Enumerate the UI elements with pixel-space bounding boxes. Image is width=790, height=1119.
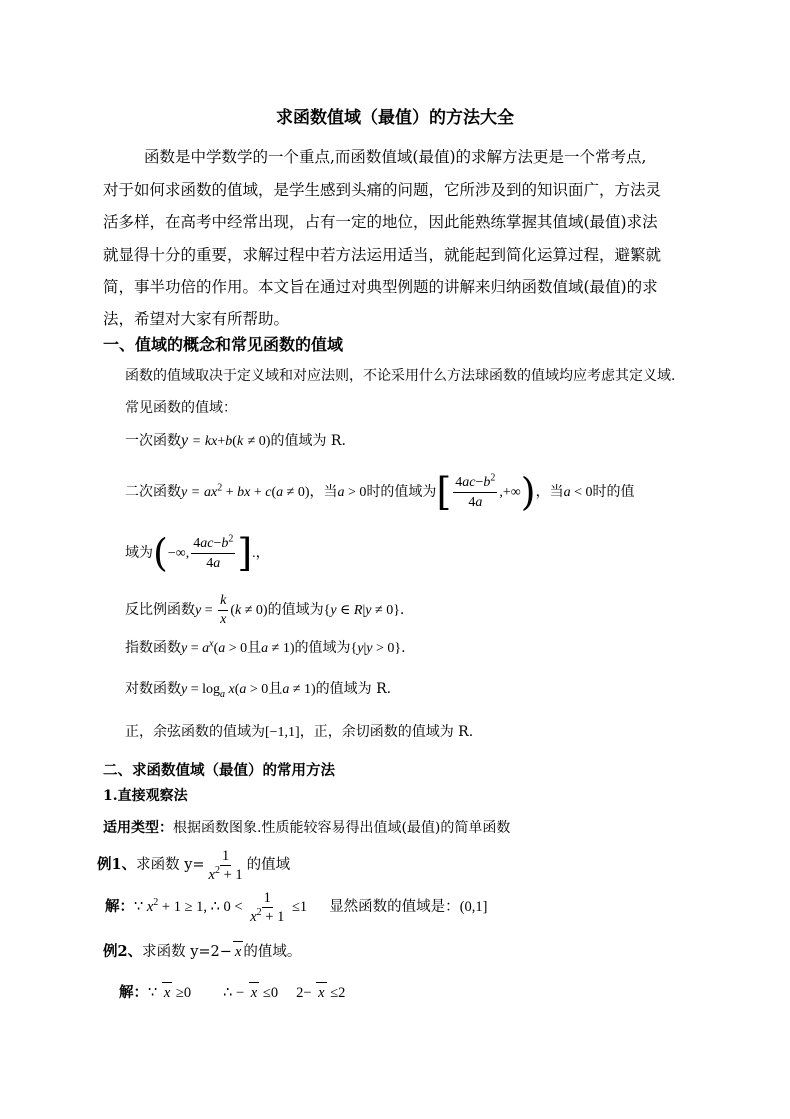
intro-line: 就显得十分的重要，求解过程中若方法运用适当，就能起到简化运算过程，避繁就 (103, 246, 662, 264)
solution-1: 解：∵ $x^2 + 1 \ge 1$, ∴ 0 < $\frac{1}{x^2 + 1}$ ≤1 显然函数的值域是：(0,1] (105, 889, 488, 925)
formula: y (181, 432, 189, 449)
text: 的值域为 R. (270, 433, 346, 449)
text: 求函数 y= (136, 857, 205, 873)
logarithm-function-line: 对数函数$y = \log_a x(a > 0$且a ≠ 1)的值域为 R. (125, 681, 392, 700)
section-2-heading: 二、求函数值域（最值）的常用方法 (103, 762, 335, 779)
quadratic-function-line: 二次函数$y = ax^2$ + bx + c(a ≠ 0)，当a > 0时的值域为[ $\frac{4ac-b^2}{4a}$ ,+∞)，当a < 0时的值 (125, 470, 635, 514)
text: 求函数 y=2− (142, 944, 232, 960)
text: 正，余弦函数的值域为 (125, 724, 265, 740)
example-1: 例1、求函数 y= $\frac{1}{x^2 + 1}$ 的值域 (97, 847, 291, 883)
text: 时的值 (592, 484, 635, 500)
label: 解： (119, 984, 148, 1001)
text: 的值域 (246, 857, 291, 873)
page-title: 求函数值域（最值）的方法大全 (276, 108, 514, 128)
text: ，当 (535, 484, 564, 500)
intro-line: 活多样，在高考中经常出现，占有一定的地位，因此能熟练掌握其值域(最值)求法 (103, 213, 658, 231)
trig-function-line: 正，余弦函数的值域为[−1,1]，正，余切函数的值域为 R. (125, 724, 474, 740)
text: ， (255, 545, 270, 561)
text: 反比例函数 (125, 602, 195, 618)
example-2: 例2、求函数 y=2− x 的值域。 (103, 943, 302, 960)
text: 二次函数 (125, 484, 181, 500)
label: 解： (105, 898, 134, 915)
intro-line: 法，希望对大家有所帮助。 (103, 310, 290, 328)
label: 例2、 (103, 943, 143, 960)
text: . (399, 602, 405, 618)
solution-2: 解：∵ x ≥0 ∴ − x ≤0 2− x ≤2 (119, 984, 346, 1001)
reciprocal-function-line: 反比例函数y = $\frac{k}{x}$ (k ≠ 0)的值域为{y ∈ R|y ≠ 0}. (125, 592, 405, 627)
section-1-heading: 一、值域的概念和常见函数的值域 (103, 335, 344, 354)
text: 的值域。 (243, 944, 302, 960)
text: ，正，余切函数的值域为 R. (299, 724, 474, 740)
text: 时的值域为 (366, 484, 437, 500)
section-1-common: 常见函数的值域： (125, 400, 237, 416)
text: . (401, 640, 406, 656)
applicable-type-line (103, 818, 510, 838)
text: 一次函数 (125, 433, 181, 449)
text: 的值域为 (267, 602, 324, 618)
text: ，当 (309, 484, 338, 500)
linear-function-line: 一次函数y = kx+b(k ≠ 0)的值域为 R. (125, 432, 346, 449)
text: 显然函数的值域是： (329, 899, 460, 915)
text: 对数函数 (125, 681, 181, 697)
text: 的值域为 (294, 640, 351, 656)
section-1-para: 函数的值域取决于定义域和对应法则，不论采用什么方法球函数的值域均应考虑其定义域. (125, 368, 676, 384)
quadratic-function-line-2: 域为(−∞, $\frac{4ac-b^2}{4a}$ ].， (125, 531, 270, 575)
text: 根据函数图象.性质能较容易得出值域(最值)的简单函数 (173, 820, 511, 836)
intro-line: 函数是中学数学的一个重点,而函数值域(最值)的求解方法更是一个常考点, (144, 148, 647, 166)
exponential-function-line: 指数函数$y = a^x(a > 0$且a ≠ 1)的值域为{y|y > 0}. (125, 638, 406, 656)
text: 域为 (125, 545, 153, 561)
intro-line: 简，事半功倍的作用。本文旨在通过对典型例题的讲解来归纳函数值域(最值)的求 (103, 278, 658, 296)
text: 的值域为 R. (315, 681, 392, 697)
text: 指数函数 (125, 640, 181, 656)
text: 且 (247, 640, 262, 656)
label: 例1、 (97, 856, 137, 873)
label: 适用类型： (103, 820, 173, 836)
text: 且 (268, 681, 283, 697)
method-1-heading: 1.直接观察法 (103, 788, 188, 804)
intro-line: 对于如何求函数的值域，是学生感到头痛的问题，它所涉及到的知识面广，方法灵 (103, 181, 662, 199)
